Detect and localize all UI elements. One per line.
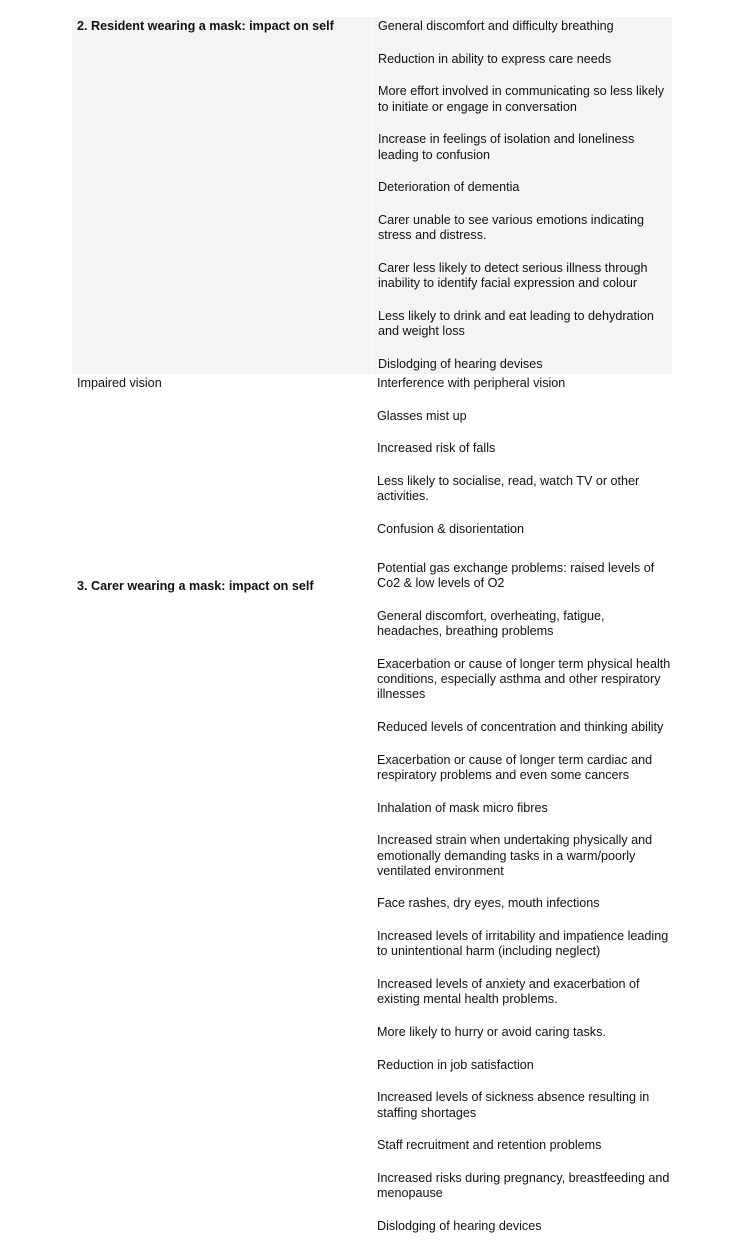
impact-item: Inhalation of mask micro fibres <box>377 800 548 815</box>
impact-item: Potential gas exchange problems: raised levels of Co2 & low levels of O2 <box>377 561 655 591</box>
impact-item: Carer unable to see various emotions indicating stress and distress. <box>378 212 645 243</box>
section-heading: 3. Carer wearing a mask: impact on self <box>77 579 314 594</box>
impact-item: Interference with peripheral vision <box>377 375 566 390</box>
impact-item: Reduced levels of concentration and thinking ability <box>377 719 664 734</box>
impact-item: Dislodging of hearing devices <box>377 1218 542 1233</box>
impact-list <box>377 561 672 1234</box>
impact-item: Increased strain when undertaking physically and emotionally demanding tasks in a warm/poorly ventilated environment <box>377 833 653 878</box>
section-heading-cell <box>72 561 372 1234</box>
impact-item: Less likely to drink and eat leading to dehydration and weight loss <box>378 308 654 338</box>
impact-list <box>377 376 672 537</box>
section-heading: Impaired vision <box>77 375 162 390</box>
impact-item: Increase in feelings of isolation and loneliness leading to confusion <box>378 132 635 162</box>
impact-item: Glasses mist up <box>377 408 467 423</box>
impact-item: Exacerbation or cause of longer term physical health conditions, especially asthma and other respiratory illnesses <box>377 656 671 702</box>
impact-list-cell <box>372 561 672 1234</box>
impact-list <box>378 19 672 372</box>
impact-item: Carer less likely to detect serious illness through inability to identify facial expression and colour <box>378 260 648 291</box>
impact-item: More effort involved in communicating so less likely to initiate or engage in conversation <box>378 84 665 114</box>
impact-item: Deterioration of dementia <box>378 180 520 195</box>
impact-item: Confusion & disorientation <box>377 521 525 536</box>
impact-item: More likely to hurry or avoid caring tasks. <box>377 1024 606 1039</box>
impact-table <box>72 17 672 1234</box>
section-resident-mask <box>72 17 672 374</box>
section-carer-mask <box>72 561 672 1234</box>
impact-item: Increased risk of falls <box>377 441 496 456</box>
impact-item: Reduction in job satisfaction <box>377 1057 534 1072</box>
impact-item: General discomfort and difficulty breathing <box>378 19 614 33</box>
impact-item: Increased levels of irritability and impatience leading to unintentional harm (including neglect) <box>377 929 669 959</box>
section-heading-cell <box>72 19 372 372</box>
impact-item: Reduction in ability to express care needs <box>378 51 612 66</box>
section-impaired-vision <box>72 374 672 537</box>
impact-list-cell <box>372 376 672 537</box>
section-heading-cell <box>72 376 372 537</box>
impact-list-cell <box>372 19 672 372</box>
impact-item: Increased levels of anxiety and exacerbation of existing mental health problems. <box>377 977 640 1007</box>
impact-item: Less likely to socialise, read, watch TV or other activities. <box>377 473 640 504</box>
impact-item: Dislodging of hearing devises <box>378 356 543 371</box>
impact-item: Increased risks during pregnancy, breastfeeding and menopause <box>377 1170 670 1201</box>
impact-item: Increased levels of sickness absence resulting in staffing shortages <box>377 1090 650 1120</box>
impact-item: Exacerbation or cause of longer term cardiac and respiratory problems and even some cancers <box>377 752 653 782</box>
section-heading: 2. Resident wearing a mask: impact on self <box>77 19 334 33</box>
impact-item: Staff recruitment and retention problems <box>377 1138 602 1153</box>
impact-item: General discomfort, overheating, fatigue, headaches, breathing problems <box>377 608 605 639</box>
impact-item: Face rashes, dry eyes, mouth infections <box>377 896 600 911</box>
